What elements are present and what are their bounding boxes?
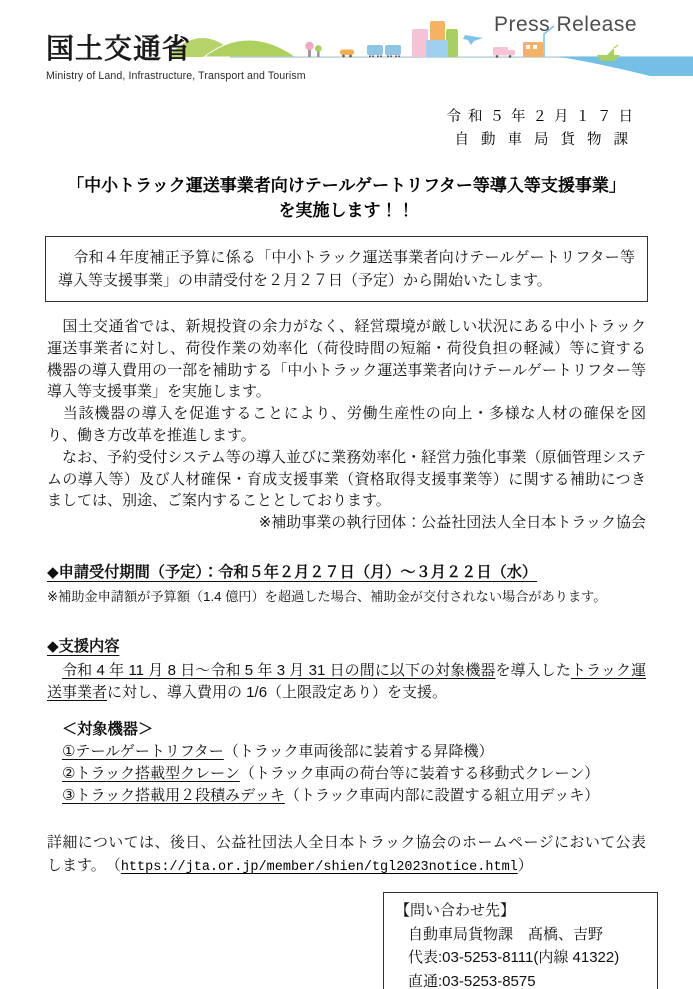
support-heading: ◆支援内容	[47, 637, 120, 655]
body-paragraph-3: なお、予約受付システム等の導入並びに業務効率化・経営力強化事業（原価管理システムの導入等）及び人材確保・育成支援事業（資格取得支援事業等）に関する補助につきましては、別途、ご案内することとしております。	[47, 448, 646, 510]
jta-notice-link[interactable]: https://jta.or.jp/member/shien/tgl2023notice.html	[120, 859, 518, 875]
car-icon	[340, 50, 354, 58]
title-line-1: 「中小トラック運送事業者向けテールゲートリフター等導入等支援事業」	[67, 176, 626, 195]
equipment-item-desc: （トラック車両後部に装着する昇降機）	[223, 742, 494, 760]
contact-phone-direct: 直通:03-5253-8575	[408, 972, 536, 989]
department-name: 自動車局貨物課	[454, 132, 640, 148]
equipment-item-name: ②トラック搭載型クレーン	[62, 764, 240, 782]
document-meta	[0, 106, 693, 152]
ministry-logo	[46, 27, 306, 82]
body-text	[47, 316, 646, 534]
release-date: 令和５年２月１７日	[446, 109, 640, 125]
boat-icon	[597, 45, 620, 61]
equipment-item	[62, 741, 646, 763]
budget-note: ※補助金申請額が予算額（1.4 億円）を超過した場合、補助金が交付されない場合があります。	[47, 588, 607, 604]
section-equipment	[62, 719, 646, 808]
underlined-operator-text: トラック運送事業者	[47, 661, 646, 701]
equipment-item	[62, 785, 646, 807]
ministry-name-jp: 国土交通省	[46, 33, 192, 64]
application-period-heading: ◆申請受付期間（予定）：令和５年２月２７日（月）～３月２２日（水）	[47, 563, 538, 581]
equipment-item-name: ③トラック搭載用２段積みデッキ	[62, 787, 285, 805]
ministry-name-en: Ministry of Land, Infrastructure, Transport and Tourism	[46, 70, 306, 82]
title-line-2: を実施します！！	[278, 201, 415, 220]
people-icon	[305, 42, 321, 57]
body-paragraph-1: 国土交通省では、新規投資の余力がなく、経営環境が厳しい状況にある中小トラック運送事業者に対し、荷役作業の効率化（荷役時間の短縮・荷役負担の軽減）等に資する機器の導入費用の一部を補助する「中小トラック運送事業者向けテールゲートリフター等導入等支援事業」を実施します。	[47, 318, 646, 401]
details-paragraph: 詳細については、後日、公益社団法人全日本トラック協会のホームページにおいて公表します。 （https://jta.or.jp/member/shien/tgl2023notice.html）	[47, 834, 646, 875]
buildings-icon	[412, 21, 458, 57]
equipment-item	[62, 763, 646, 785]
body-paragraph-2: 当該機器の導入を促進することにより、労働生産性の向上・多様な人材の確保を図り、働き方改革を推進します。	[47, 405, 646, 444]
airplane-icon	[463, 35, 483, 45]
page-title	[0, 173, 693, 223]
underlined-period-text: 令和 4 年 11 月 8 日～令和 5 年 3 月 31 日の間に以下の対象機器	[62, 661, 496, 679]
support-paragraph: 令和 4 年 11 月 8 日～令和 5 年 3 月 31 日の間に以下の対象機器を導入したトラック運送事業者に対し、導入費用の 1/6（上限設定あり）を支援。	[47, 661, 646, 701]
water-icon	[557, 57, 693, 77]
header	[0, 0, 693, 100]
equipment-item-desc: （トラック車両の荷台等に装着する移動式クレーン）	[239, 764, 600, 782]
contact-heading: 【問い合わせ先】	[395, 902, 516, 920]
summary-box	[45, 236, 648, 302]
equipment-item-name: ①テールゲートリフター	[62, 742, 224, 760]
section-application-period	[47, 562, 646, 606]
section-support	[47, 636, 646, 704]
truck-icon	[493, 47, 515, 58]
train-icon	[367, 45, 401, 57]
press-release-label: Press Release	[493, 13, 637, 36]
contact-box	[383, 892, 658, 989]
contact-phone-main: 代表:03-5253-8111(内線 41322)	[408, 949, 620, 967]
contact-department: 自動車局貨物課 髙橋、吉野	[408, 925, 604, 943]
equipment-item-desc: （トラック車両内部に設置する組立用デッキ）	[284, 787, 600, 805]
equipment-heading: ＜対象機器＞	[62, 720, 154, 738]
summary-text: 令和４年度補正予算に係る「中小トラック運送事業者向けテールゲートリフター等導入等支援事業」の申請受付を２月２７日（予定）から開始いたします。	[58, 249, 635, 289]
executor-note: ※補助事業の執行団体：公益社団法人全日本トラック協会	[258, 514, 646, 532]
